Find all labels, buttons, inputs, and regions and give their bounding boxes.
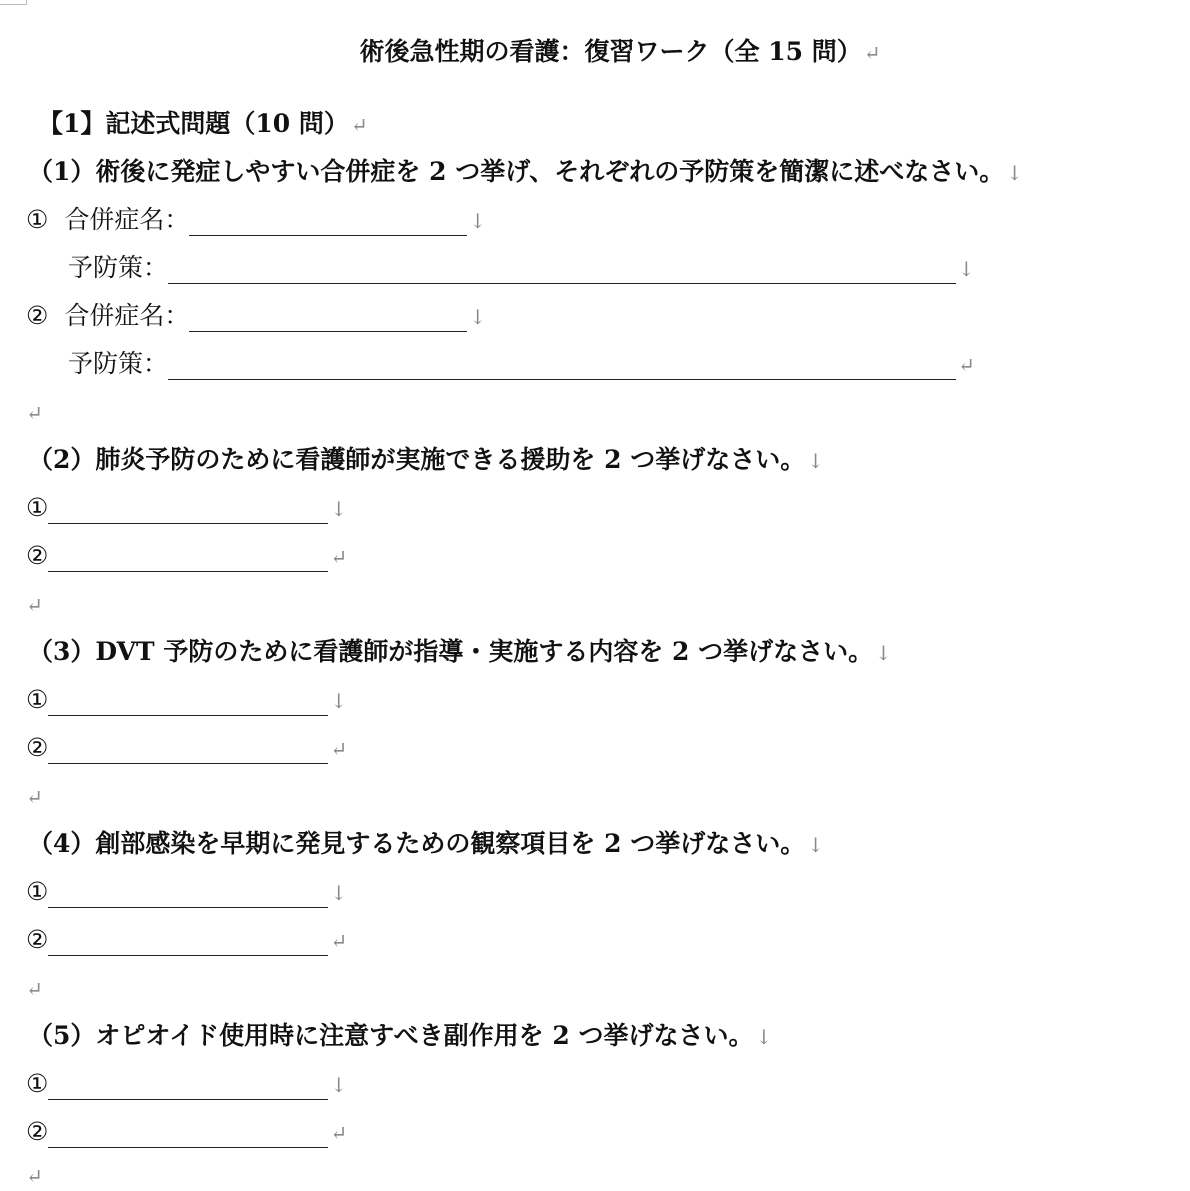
question-5-prompt	[28, 1021, 772, 1052]
paragraph-mark: ↵	[26, 401, 43, 425]
answer-line[interactable]	[48, 497, 328, 524]
q1-item-2-measure-row	[26, 349, 975, 380]
line-break-mark: ↓	[469, 209, 487, 233]
q3-answer-2-row	[26, 733, 347, 764]
question-text: （3）DVT 予防のために看護師が指導・実施する内容を 2 つ挙げなさい。	[28, 637, 874, 666]
line-break-mark: ↓	[1006, 161, 1023, 185]
item-number: ②	[26, 925, 49, 954]
complication-name-answer-line[interactable]	[189, 305, 467, 332]
line-break-mark: ↓	[807, 449, 824, 473]
question-text: （2）肺炎予防のために看護師が実施できる援助を 2 つ挙げなさい。	[28, 445, 806, 474]
paragraph-mark: ↵	[330, 737, 348, 761]
line-break-mark: ↓	[330, 497, 348, 521]
prevention-label: 予防策：	[68, 349, 169, 378]
paragraph-mark: ↵	[863, 41, 881, 65]
q4-answer-2-row	[26, 925, 347, 956]
line-break-mark: ↓	[755, 1025, 773, 1049]
line-break-mark: ↓	[875, 641, 892, 665]
complication-name-label: 合併症名：	[64, 301, 190, 330]
paragraph-mark: ↵	[330, 1121, 348, 1145]
question-text: （5）オピオイド使用時に注意すべき副作用を 2 つ挙げなさい。	[28, 1021, 754, 1050]
q1-item-1-measure-row	[26, 253, 975, 284]
question-text: （1）術後に発症しやすい合併症を 2 つ挙げ、それぞれの予防策を簡潔に述べなさい。	[28, 157, 1005, 186]
line-break-mark: ↓	[469, 305, 487, 329]
question-text: （4）創部感染を早期に発見するための観察項目を 2 つ挙げなさい。	[28, 829, 806, 858]
question-4-prompt	[28, 829, 824, 860]
line-break-mark: ↓	[807, 833, 824, 857]
section-heading	[38, 109, 368, 140]
item-number: ①	[26, 205, 49, 234]
document-title	[0, 37, 1190, 68]
paragraph-mark: ↵	[26, 593, 43, 617]
q1-item-2-name-row	[26, 301, 486, 332]
empty-paragraph	[26, 781, 43, 812]
empty-paragraph	[26, 1160, 43, 1191]
item-number: ②	[26, 541, 49, 570]
item-number: ②	[26, 301, 49, 330]
question-1-prompt	[28, 157, 1023, 188]
paragraph-mark: ↵	[330, 545, 348, 569]
prevention-answer-line[interactable]	[168, 353, 956, 380]
answer-line[interactable]	[48, 929, 328, 956]
item-number: ②	[26, 733, 49, 762]
line-break-mark: ↓	[958, 257, 975, 281]
q2-answer-1-row	[26, 493, 347, 524]
prevention-label: 予防策：	[68, 253, 169, 282]
q5-answer-2-row	[26, 1117, 347, 1148]
answer-line[interactable]	[48, 1121, 328, 1148]
paragraph-mark: ↵	[26, 1164, 43, 1188]
question-3-prompt	[28, 637, 892, 668]
title-text: 術後急性期の看護：復習ワーク（全 15 問）	[359, 37, 862, 66]
complication-name-label: 合併症名：	[64, 205, 190, 234]
answer-line[interactable]	[48, 737, 328, 764]
paragraph-mark: ↵	[26, 977, 43, 1001]
prevention-answer-line[interactable]	[168, 257, 956, 284]
question-2-prompt	[28, 445, 824, 476]
paragraph-mark: ↵	[958, 353, 975, 377]
answer-line[interactable]	[48, 545, 328, 572]
q2-answer-2-row	[26, 541, 347, 572]
paragraph-mark: ↵	[26, 785, 43, 809]
empty-paragraph	[26, 973, 43, 1004]
section-heading-text: 【1】記述式問題（10 問）	[38, 109, 349, 138]
paragraph-mark: ↵	[330, 929, 348, 953]
q5-answer-1-row	[26, 1069, 347, 1100]
line-break-mark: ↓	[330, 881, 348, 905]
line-break-mark: ↓	[330, 689, 348, 713]
answer-line[interactable]	[48, 1073, 328, 1100]
answer-line[interactable]	[48, 881, 328, 908]
page-corner-mark	[0, 0, 27, 5]
item-number: ①	[26, 493, 49, 522]
q3-answer-1-row	[26, 685, 347, 716]
empty-paragraph	[26, 589, 43, 620]
paragraph-mark: ↵	[350, 113, 368, 137]
item-number: ①	[26, 685, 49, 714]
q4-answer-1-row	[26, 877, 347, 908]
item-number: ②	[26, 1117, 49, 1146]
item-number: ①	[26, 1069, 49, 1098]
empty-paragraph	[26, 397, 43, 428]
item-number: ①	[26, 877, 49, 906]
q1-item-1-name-row	[26, 205, 486, 236]
answer-line[interactable]	[48, 689, 328, 716]
line-break-mark: ↓	[330, 1073, 348, 1097]
complication-name-answer-line[interactable]	[189, 209, 467, 236]
